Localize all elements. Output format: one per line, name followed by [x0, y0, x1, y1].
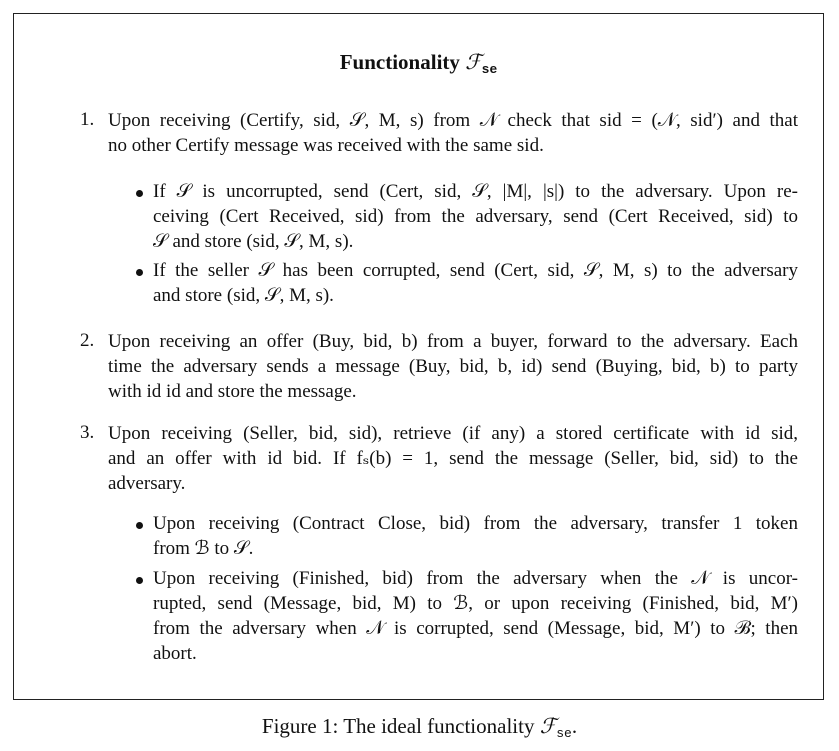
bullet-line: abort. [153, 643, 197, 664]
item-line: no other Certify message was received with the same sid. [108, 135, 544, 156]
bullet-line: Upon receiving (Contract Close, bid) from the adversary, transfer 1 token [153, 513, 798, 534]
bullet-line: and store (sid, 𝒮, M, s). [153, 285, 334, 306]
caption-subscript: se [556, 726, 572, 741]
caption-symbol: ℱ [539, 714, 557, 738]
bullet-line: rupted, send (Message, bid, M) to ℬ, or upon receiving (Finished, bid, M′) [153, 593, 798, 614]
item-line: Upon receiving (Certify, sid, 𝒮, M, s) from 𝒩 check that sid = (𝒩, sid′) and that [108, 110, 798, 131]
item-line: time the adversary sends a message (Buy, bid, b, id) send (Buying, bid, b) to party [108, 356, 798, 377]
bullet-line: If 𝒮 is uncorrupted, send (Cert, sid, 𝒮, |M|, |s|) to the adversary. Upon re- [153, 181, 798, 202]
caption-prefix: Figure 1: The ideal functionality [261, 714, 535, 738]
item-number: 1. [80, 109, 95, 130]
bullet-line: If the seller 𝒮 has been corrupted, send (Cert, sid, 𝒮, M, s) to the adversary [153, 260, 798, 281]
title-symbol: ℱ [465, 50, 482, 74]
bullet-dot [136, 522, 143, 529]
figure-caption [0, 714, 839, 741]
item-line: Upon receiving (Seller, bid, sid), retrieve (if any) a stored certificate with id sid, [108, 423, 798, 444]
item-line: adversary. [108, 473, 186, 494]
bullet-line: ceiving (Cert Received, sid) from the adversary, send (Cert Received, sid) to [153, 206, 798, 227]
item-number: 3. [80, 422, 95, 443]
bullet-line: 𝒮 and store (sid, 𝒮, M, s). [153, 231, 354, 252]
item-line: Upon receiving an offer (Buy, bid, b) from a buyer, forward to the adversary. Each [108, 331, 798, 352]
bullet-line: from ℬ to 𝒮. [153, 538, 254, 559]
bullet-line: Upon receiving (Finished, bid) from the adversary when the 𝒩 is uncor- [153, 568, 798, 589]
caption-suffix: . [571, 714, 578, 738]
title-word: Functionality [339, 50, 460, 74]
item-line: and an offer with id bid. If fₛ(b) = 1, send the message (Seller, bid, sid) to the [108, 448, 798, 469]
bullet-line: from the adversary when 𝒩 is corrupted, send (Message, bid, M′) to ℬ; then [153, 618, 798, 639]
bullet-dot [136, 577, 143, 584]
bullet-dot [136, 190, 143, 197]
item-line: with id id and store the message. [108, 381, 357, 402]
item-list [14, 14, 823, 699]
bullet-dot [136, 269, 143, 276]
item-number: 2. [80, 330, 95, 351]
functionality-box [13, 13, 824, 700]
title-subscript: se [481, 62, 498, 77]
